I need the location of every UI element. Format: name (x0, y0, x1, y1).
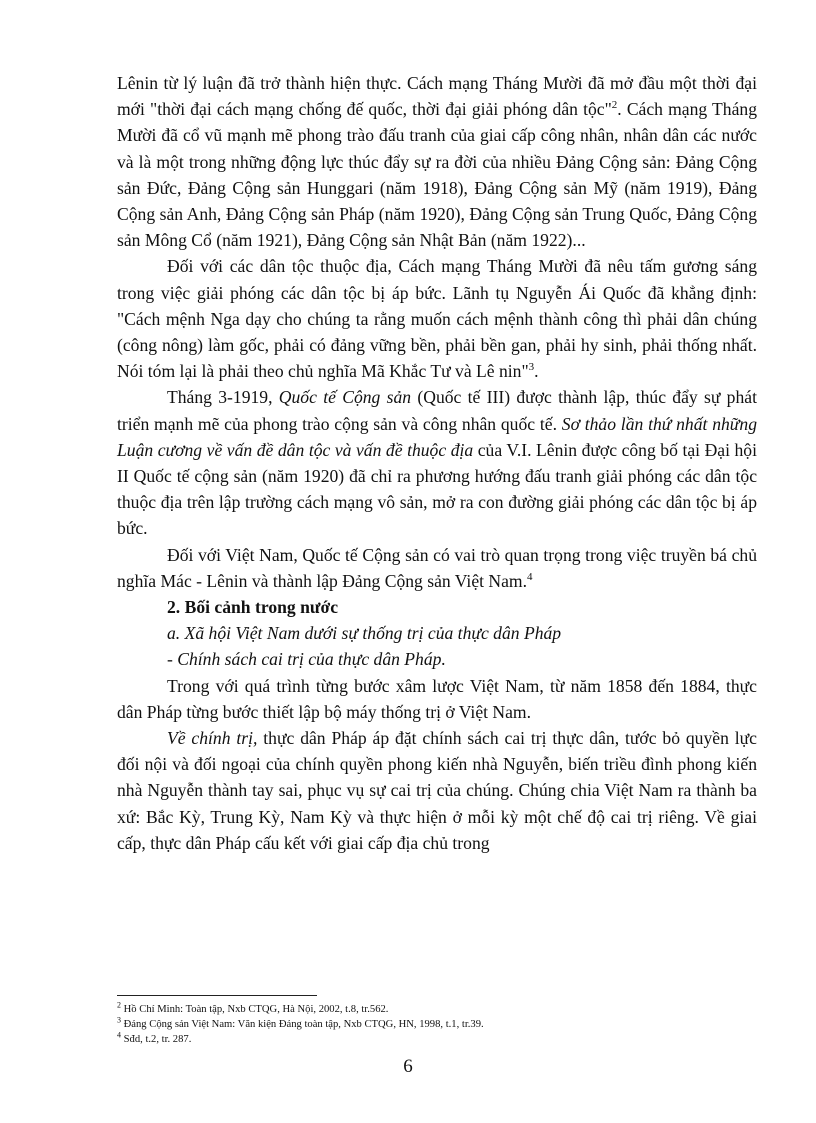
footnote-number: 3 (117, 1015, 121, 1025)
footnote-number: 2 (117, 1000, 121, 1010)
paragraph-text: Đối với Việt Nam, Quốc tế Cộng sản có vai trò quan trọng trong việc truyền bá chủ nghĩa Mác - Lênin và thành lập Đảng Cộng sản Việt Nam. (117, 544, 757, 591)
paragraph-1 (117, 70, 757, 253)
footnote-number: 4 (117, 1030, 121, 1040)
paragraph-text: Tháng 3-1919, (167, 387, 279, 408)
footnote-ref-2: 2 (611, 99, 618, 112)
footnote-ref-3: 3 (528, 361, 535, 374)
footnote (117, 1017, 757, 1032)
paragraph-text: . (534, 361, 539, 382)
paragraph-2 (117, 253, 757, 384)
footnote-text: Hồ Chí Minh: Toàn tập, Nxb CTQG, Hà Nội, 2002, t.8, tr.562. (123, 1004, 389, 1015)
italic-text: Quốc tế Cộng sản (278, 387, 412, 408)
footnotes (117, 1002, 757, 1047)
paragraph-text: (Quốc tế III) được thành lập, thúc đẩy sự phát triển mạnh mẽ của phong trào cộng sản và công nhân quốc tế. (117, 387, 757, 434)
italic-text: Sơ thảo lần thứ nhất những Luận cương về vấn đề dân tộc và vấn đề thuộc địa (117, 413, 757, 460)
footnote (117, 1002, 757, 1017)
footnote-separator (117, 995, 317, 996)
subsection-heading: a. Xã hội Việt Nam dưới sự thống trị của thực dân Pháp (167, 623, 562, 644)
sub-subsection-heading: - Chính sách cai trị của thực dân Pháp. (167, 649, 446, 670)
paragraph-4 (117, 542, 757, 594)
body-text (117, 70, 757, 856)
italic-text: Về chính trị, (167, 728, 258, 749)
paragraph-text: . Cách mạng Tháng Mười đã cổ vũ mạnh mẽ phong trào đấu tranh của giai cấp công nhân, nhân dân các nước và là một trong những động lực thúc đẩy sự ra đời của nhiều Đảng Cộng sản: Đảng Cộng sản Đức, Đảng Cộng sản Hunggari (năm 1918), Đảng Cộng sản Mỹ (năm 1919), Đảng Cộng sản Anh, Đảng Cộng sản Pháp (năm 1920), Đảng Cộng sản Trung Quốc, Đảng Cộng sản Mông Cổ (năm 1921), Đảng Cộng sản Nhật Bản (năm 1922)... (117, 99, 757, 251)
paragraph-text: Đối với các dân tộc thuộc địa, Cách mạng Tháng Mười đã nêu tấm gương sáng trong việc giải phóng các dân tộc bị áp bức. Lãnh tụ Nguyễn Ái Quốc đã khẳng định: "Cách mệnh Nga dạy cho chúng ta rằng muốn cách mệnh thành công thì phải dân chúng (công nông) làm gốc, phải có đảng vững bền, phải bền gan, phải hy sinh, phải thống nhất. Nói tóm lại là phải theo chủ nghĩa Mã Khắc Tư và Lê nin" (117, 256, 757, 382)
paragraph-6 (117, 725, 757, 856)
footnote (117, 1032, 757, 1047)
paragraph-text: Lênin từ lý luận đã trở thành hiện thực. Cách mạng Tháng Mười đã mở đầu một thời đại mới "thời đại cách mạng chống đế quốc, thời đại giải phóng dân tộc" (117, 73, 757, 120)
section-heading: 2. Bối cảnh trong nước (167, 597, 339, 618)
paragraph-text: thực dân Pháp áp đặt chính sách cai trị thực dân, tước bỏ quyền lực đối nội và đối ngoại của chính quyền phong kiến nhà Nguyễn, biến triều đình phong kiến nhà Nguyễn thành tay sai, phục vụ sự cai trị của chúng. Chúng chia Việt Nam ra thành ba xứ: Bắc Kỳ, Trung Kỳ, Nam Kỳ và thực hiện ở mỗi kỳ một chế độ cai trị riêng. Về giai cấp, thực dân Pháp cấu kết với giai cấp địa chủ trong (117, 728, 757, 853)
paragraph-3 (117, 384, 757, 541)
page-number: 6 (403, 1056, 413, 1077)
footnote-text: Sđd, t.2, tr. 287. (123, 1034, 192, 1045)
footnote-ref-4: 4 (527, 571, 533, 583)
paragraph-5: Trong với quá trình từng bước xâm lược Việt Nam, từ năm 1858 đến 1884, thực dân Pháp từng bước thiết lập bộ máy thống trị ở Việt Nam. (117, 675, 757, 722)
footnote-text: Đảng Cộng sản Việt Nam: Văn kiện Đảng toàn tập, Nxb CTQG, HN, 1998, t.1, tr.39. (123, 1019, 484, 1030)
paragraph-text: của V.I. Lênin được công bố tại Đại hội II Quốc tế cộng sản (năm 1920) đã chỉ ra phương hướng đấu tranh giải phóng các dân tộc thuộc địa trên lập trường cách mạng vô sản, mở ra con đường giải phóng các dân tộc bị áp bức. (117, 439, 757, 539)
